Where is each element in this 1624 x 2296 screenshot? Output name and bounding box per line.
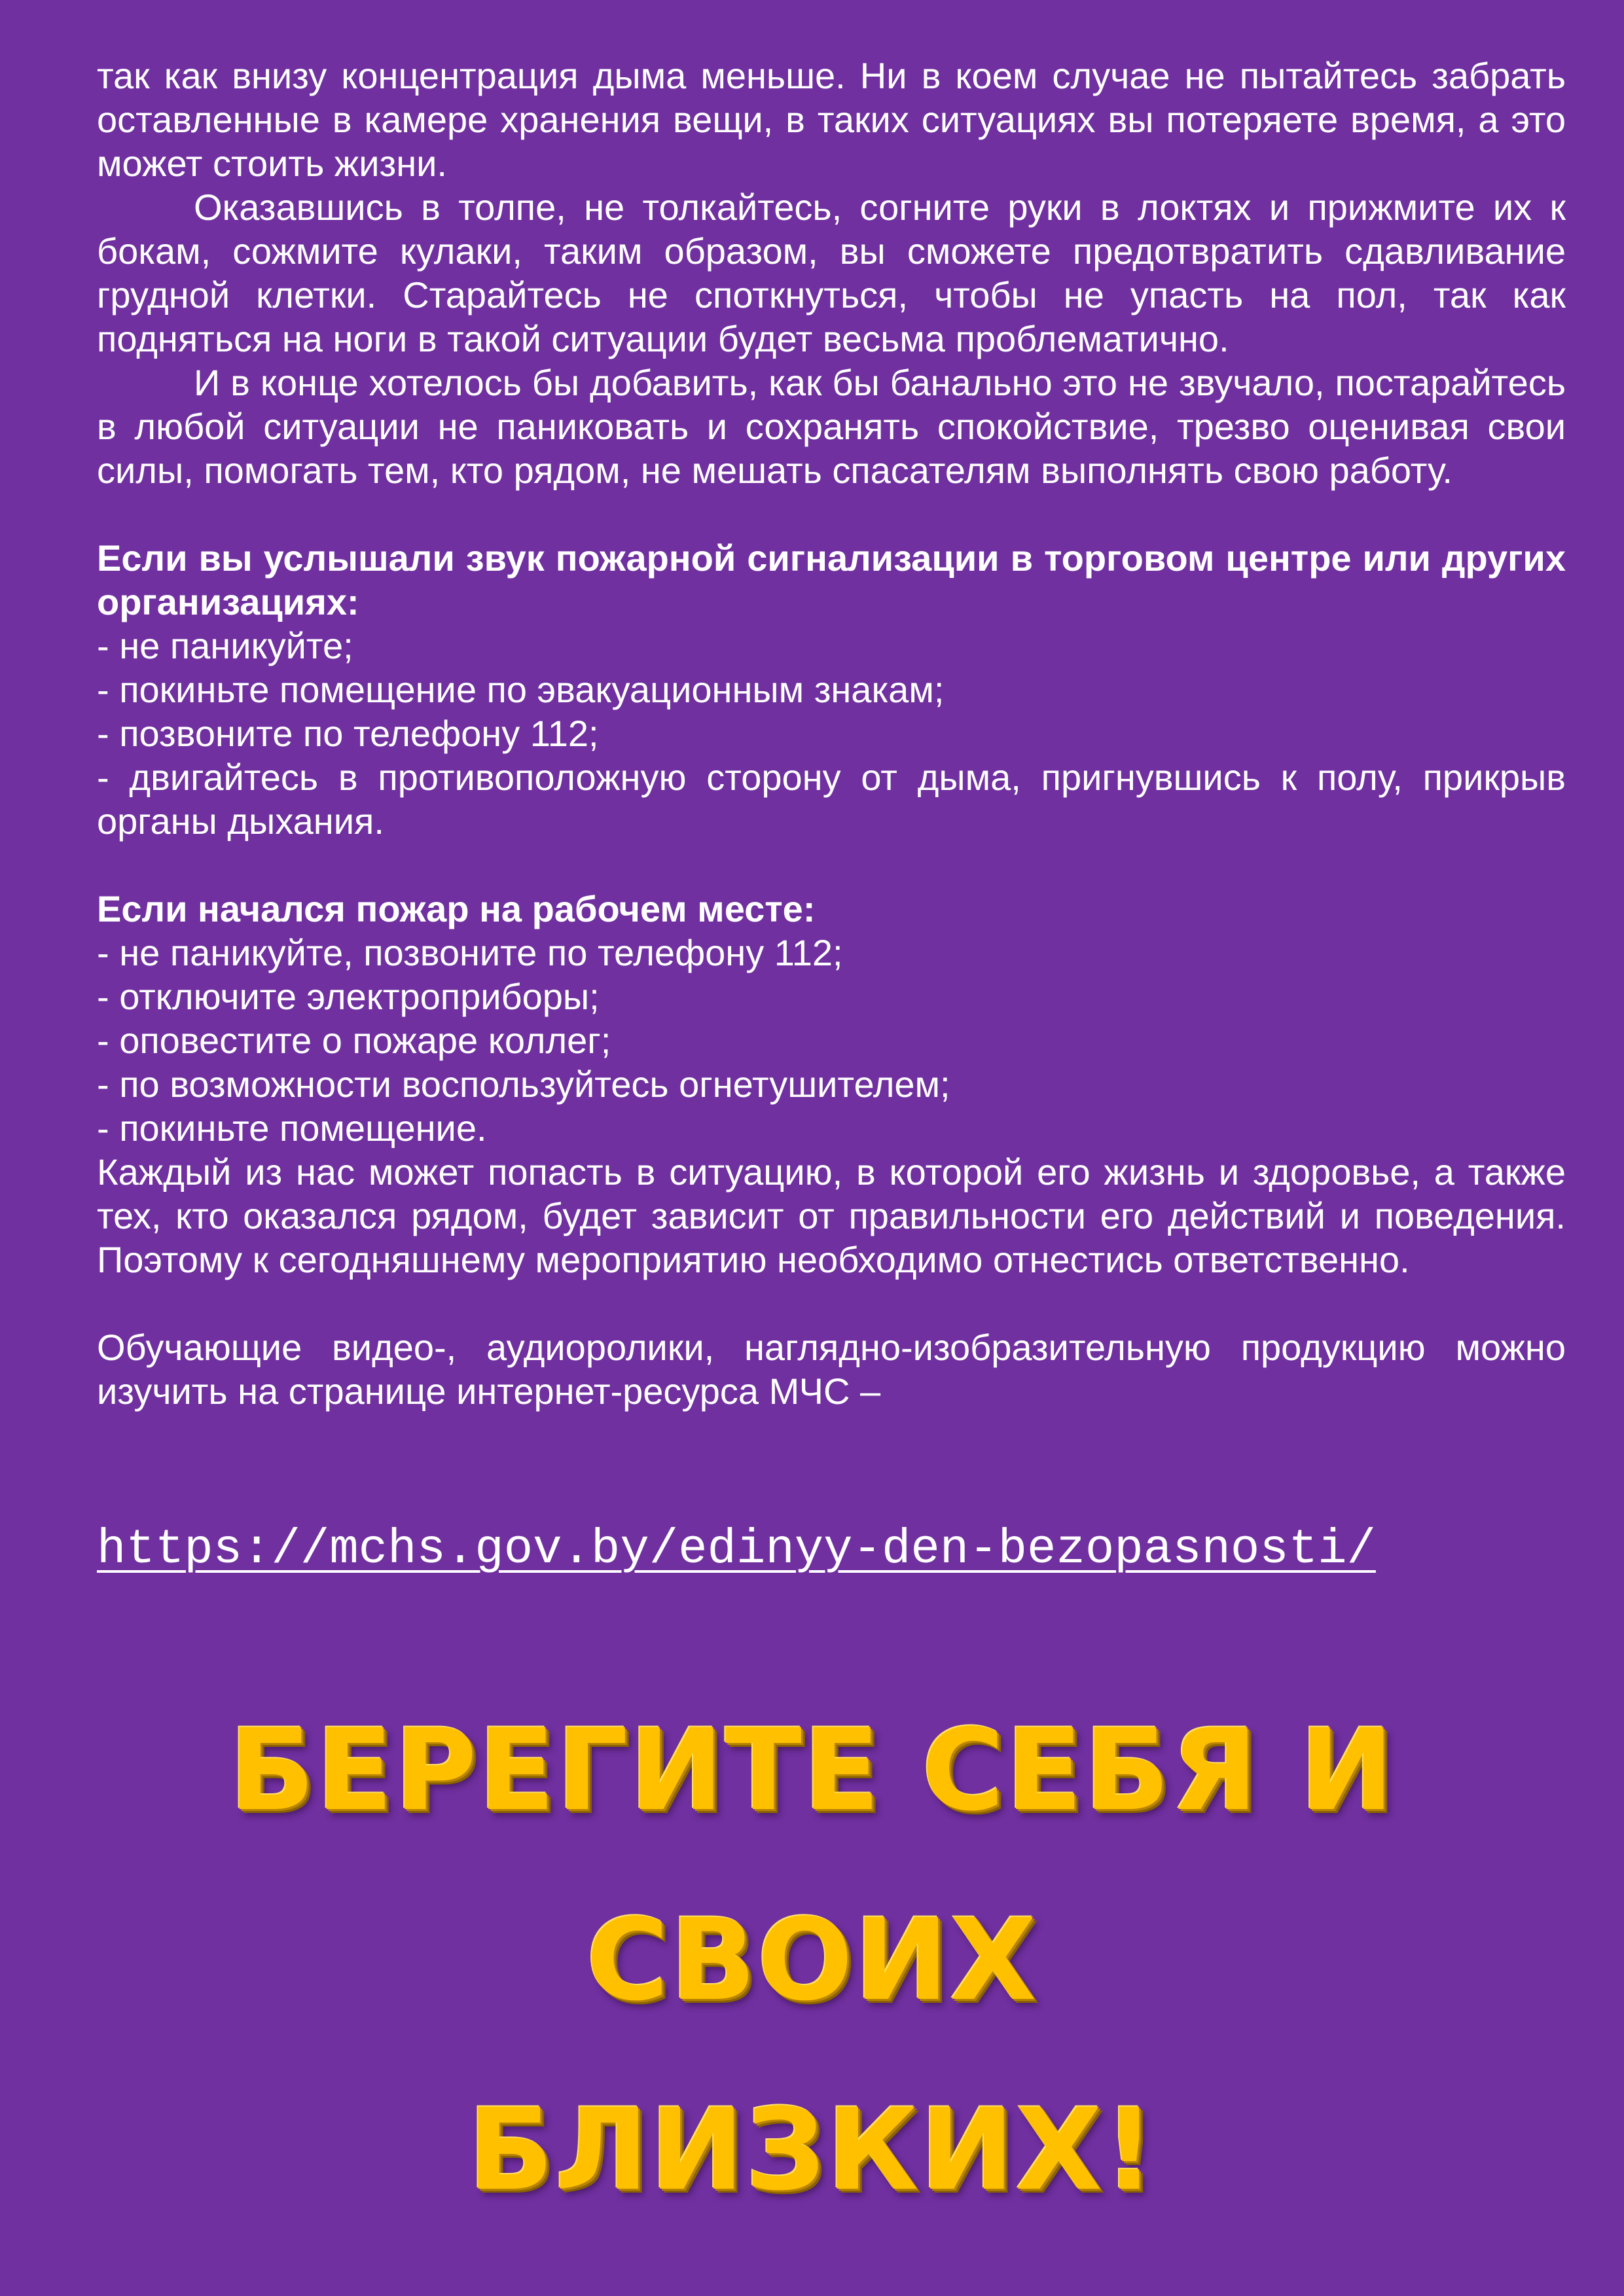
closing-paragraph: Каждый из нас может попасть в ситуацию, в которой его жизнь и здоровье, а также тех, кто оказался рядом, будет зависит от правильности его действий и поведения. Поэтому к сегодняшнему мероприятию необходимо отнестись ответственно.: [97, 1151, 1566, 1280]
list-item: - двигайтесь в противоположную сторону от дыма, пригнувшись к полу, прикрыв органы дыхания.: [97, 757, 1566, 842]
list-item: - не паникуйте, позвоните по телефону 112;: [97, 932, 843, 973]
list-item: - оповестите о пожаре коллег;: [97, 1020, 611, 1061]
slogan-line-1: БЕРЕГИТЕ СЕБЯ И СВОИХ: [228, 1704, 1396, 2026]
intro-paragraph-1: так как внизу концентрация дыма меньше. Ни в коем случае не пытайтесь забрать оставленные в камере хранения вещи, в таких ситуациях вы потеряете время, а это может стоить жизни.: [97, 55, 1566, 184]
document-body: [97, 54, 1566, 1413]
list-item: - покиньте помещение.: [97, 1107, 487, 1149]
mchs-safety-day-link[interactable]: https://mchs.gov.by/edinyy-den-bezopasnosti/: [97, 1522, 1376, 1577]
list-item: - не паникуйте;: [97, 625, 353, 666]
workplace-instructions-list: [97, 931, 1566, 1150]
workplace-section-heading: Если начался пожар на рабочем месте:: [97, 888, 816, 929]
resources-paragraph: Обучающие видео-, аудиоролики, наглядно-изобразительную продукцию можно изучить на странице интернет-ресурса МЧС –: [97, 1327, 1566, 1412]
list-item: - позвоните по телефону 112;: [97, 713, 599, 754]
list-item: - по возможности воспользуйтесь огнетушителем;: [97, 1064, 950, 1105]
list-item: - отключите электроприборы;: [97, 976, 600, 1017]
spacer: [97, 843, 1566, 887]
slogan-line-2: БЛИЗКИХ!: [467, 2084, 1157, 2215]
intro-paragraph-2: Оказавшись в толпе, не толкайтесь, согните руки в локтях и прижмите их к бокам, сожмите кулаки, таким образом, вы сможете предотвратить сдавливание грудной клетки. Старайтесь не споткнуться, чтобы не упасть на пол, так как подняться на ноги в такой ситуации будет весьма проблематично.: [97, 187, 1566, 359]
alarm-section-heading: Если вы услышали звук пожарной сигнализации в торговом центре или других организациях:: [97, 537, 1566, 622]
slogan-banner: [65, 1676, 1559, 2245]
list-item: - покиньте помещение по эвакуационным знакам;: [97, 669, 945, 710]
spacer: [97, 492, 1566, 536]
intro-paragraph-3: И в конце хотелось бы добавить, как бы банально это не звучало, постарайтесь в любой ситуации не паниковать и сохранять спокойствие, трезво оценивая свои силы, помогать тем, кто рядом, не мешать спасателям выполнять свою работу.: [97, 362, 1566, 491]
alarm-instructions-list: [97, 624, 1566, 843]
spacer: [97, 1282, 1566, 1325]
